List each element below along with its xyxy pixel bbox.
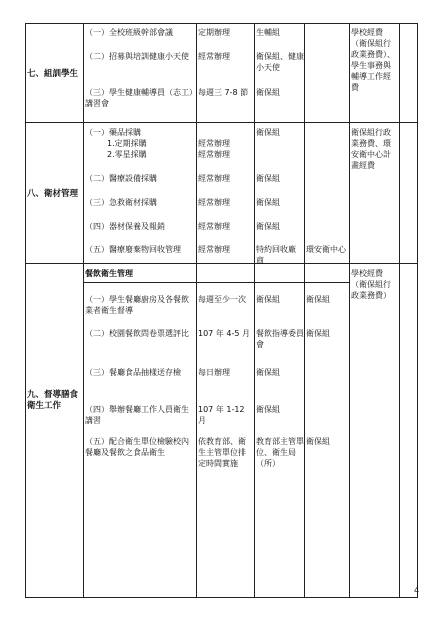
- schedule-text: 107 年 4-5 月: [198, 329, 250, 338]
- item-text: （二）招募與培訓健康小天使: [85, 52, 189, 61]
- schedule-text: 依教育部、衛生主管單位排定時間實施: [198, 437, 246, 468]
- schedule-text: 每週三 7-8 節: [198, 88, 249, 97]
- page-number: 4: [414, 586, 420, 595]
- assist-unit-text: 衛保組: [306, 329, 330, 338]
- plan-table: [25, 23, 418, 598]
- schedule-text: 經常辦理: [198, 52, 230, 61]
- unit-text: 特約回收廠商: [256, 245, 296, 265]
- unit-text: 衛保組: [256, 128, 280, 137]
- item-text: （一）藥品採購: [85, 128, 141, 137]
- unit-text: 衛保組、健康小天使: [256, 52, 304, 72]
- schedule-text: 經常辦理: [198, 150, 230, 159]
- heading-underline: [83, 282, 349, 283]
- section-title: 七、組訓學生: [27, 69, 79, 79]
- section-title: 九、督導膳食衛生工作: [27, 390, 79, 411]
- col-divider: [304, 23, 305, 598]
- assist-unit-text: 環安衛中心: [306, 245, 346, 254]
- table-border: [25, 23, 26, 598]
- unit-text: 衛保組: [256, 368, 280, 377]
- item-text: （一）學生餐廳廚房及各餐飲業者衛生督導: [85, 295, 189, 315]
- col-divider: [399, 23, 400, 598]
- col-divider: [83, 23, 84, 598]
- item-text: （五）配合衛生單位檢驗校內餐廳及餐飲之食品衛生: [85, 437, 189, 457]
- section-title: 八、衛材管理: [27, 189, 79, 199]
- schedule-text: 經常辦理: [198, 198, 230, 207]
- unit-text: 衛保組: [256, 198, 280, 207]
- table-border: [25, 23, 418, 24]
- item-text: （二）醫療設備採購: [85, 174, 157, 183]
- schedule-text: 經常辦理: [198, 222, 230, 231]
- item-text: （三）急救衛材採購: [85, 198, 157, 207]
- subsection-heading: 餐飲衛生管理: [85, 269, 133, 278]
- assist-unit-text: 衛保組: [306, 295, 330, 304]
- assist-unit-text: 衛保組: [306, 437, 330, 446]
- item-text: （三）學生健康輔導員（志工）講習會: [85, 88, 193, 108]
- budget-text: 學校經費（衛保組行政業務費）、學生事務與輔導工作經費: [351, 28, 395, 92]
- schedule-text: 經常辦理: [198, 245, 230, 254]
- col-divider: [196, 23, 197, 598]
- item-text: （四）舉辦餐廳工作人員衛生講習: [85, 405, 189, 425]
- sub-item-text: 2.零星採購: [107, 150, 147, 159]
- budget-text: 衛保組行政業務費、環安衛中心計畫經費: [351, 128, 391, 170]
- unit-text: 衛保組: [256, 88, 280, 97]
- schedule-text: 每日辦理: [198, 368, 230, 377]
- item-text: （一）全校班級幹部會議: [85, 28, 173, 37]
- section-divider: [25, 263, 418, 264]
- unit-text: 生輔組: [256, 28, 280, 37]
- schedule-text: 經常辦理: [198, 139, 230, 148]
- unit-text: 衛保組: [256, 222, 280, 231]
- unit-text: 衛保組: [256, 405, 280, 414]
- unit-text: 衛保組: [256, 295, 280, 304]
- col-divider: [254, 23, 255, 598]
- budget-text: 學校經費（衛保組行政業務費）: [351, 269, 391, 300]
- item-text: （五）醫療廢棄物回收管理: [85, 245, 181, 254]
- sub-item-text: 1.定期採購: [107, 139, 147, 148]
- schedule-text: 定期辦理: [198, 28, 230, 37]
- item-text: （三）餐廳食品抽樣送存檢: [85, 368, 181, 377]
- table-border: [25, 597, 418, 598]
- schedule-text: 經常辦理: [198, 174, 230, 183]
- unit-text: 衛保組: [256, 174, 280, 183]
- table-border: [417, 23, 418, 598]
- unit-text: 教育部主管單位、衛生局（所）: [256, 437, 304, 468]
- item-text: （四）器材保養及報銷: [85, 222, 165, 231]
- unit-text: 餐飲指導委員會: [256, 329, 304, 349]
- schedule-text: 每週至少一次: [198, 295, 246, 304]
- col-divider: [349, 23, 350, 598]
- section-divider: [25, 122, 418, 123]
- item-text: （二）校園餐飲問卷票選評比: [85, 329, 189, 338]
- schedule-text: 107 年 1-12 月: [198, 405, 245, 425]
